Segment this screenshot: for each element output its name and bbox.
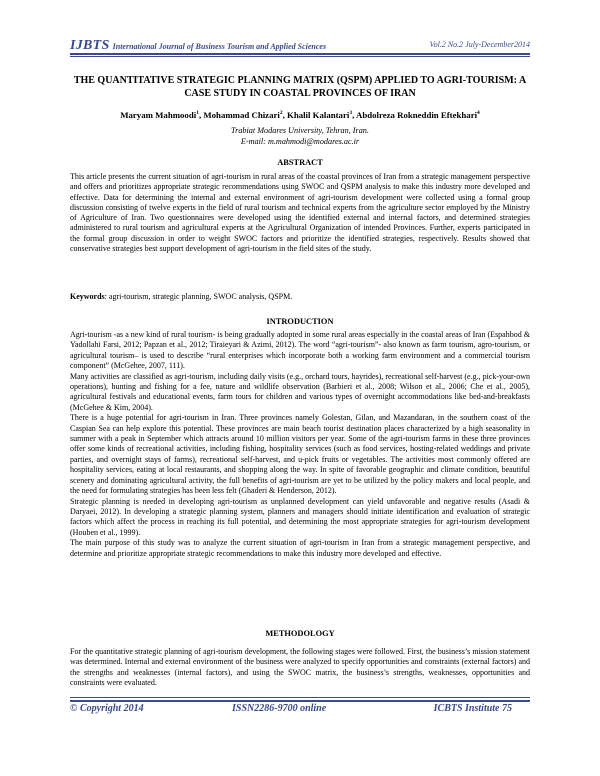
intro-paragraph-1: Agri-tourism -as a new kind of rural tourism- is being gradually adopted in some rural areas especially in the coastal areas of Iran (Espahbod & Yadollahi Farsi, 2012; Papzan et al., 2012; Tiraieyari & Azimi, 2012). The word “agri-tourism”- also known as farm tourism, agro-tourism, or agricultural tourism– is used to describe “rural enterprises which incorporate both a working farm environment and a commercial tourism component” (McGehee, 2007, 111).: [70, 330, 530, 371]
author-list: [70, 110, 530, 120]
intro-paragraph-4: Strategic planning is needed in developing agri-tourism as unplanned development can yield unfavorable and negative results (Asadi & Daryaei, 2012). In developing a strategic planning system, planners and managers should initiate identification and evaluation of strategic factors which affect the process in reaching its full potential, and determining the most appropriate strategies for agri-tourism development (Houben et al., 1999).: [70, 496, 530, 537]
method-paragraph-1: For the quantitative strategic planning of agri-tourism development, the following stages were followed. First, the business’s mission statement was determined. Internal and external environment of the business were analyzed to specify opportunities and constraints (external factors) and the strengths and weaknesses (internal factors), and using the SWOC matrix, the business’s strengths, weaknesses, opportunities and constraints were evaluated.: [70, 647, 530, 688]
journal-abbr: IJBTS: [70, 38, 110, 53]
affiliation: Trabiat Modares University, Tehran, Iran.: [231, 126, 369, 135]
copyright: © Copyright 2014: [70, 703, 144, 714]
email-address: E-mail: m.mahmodi@modares.ac.ir: [240, 137, 360, 146]
author-4: Abdolreza Rokneddin Eftekhari$^4$: [355, 110, 480, 120]
affiliation-block: [70, 125, 530, 147]
methodology-body: [70, 647, 530, 689]
paper-title: THE QUANTITATIVE STRATEGIC PLANNING MATRIX (QSPM) APPLIED TO AGRI-TOURISM: A CASE STUDY IN COASTAL PROVINCES OF IRAN: [73, 75, 527, 99]
abstract-heading: ABSTRACT: [277, 158, 323, 167]
methodology-heading: METHODOLOGY: [265, 629, 335, 638]
intro-paragraph-2: Many activities are classified as agri-tourism, including daily visits (e.g., orchard tours, hayrides), recreational self-harvest (e.g., pick-your-own operations), hunting and fishing for a fee, nature and wildlife observation (Barbieri et al., 2008; Wilson et al., 2006; Che et al., 2005), agricultural festivals and educational events, farm tours for children and various types of overnight accommodations like bed-and-breakfasts (McGehee & Kim, 2004).: [70, 371, 530, 412]
keywords: [70, 292, 530, 302]
intro-paragraph-5: The main purpose of this study was to analyze the current situation of agri-tourism in Iran from a strategic management perspective, and determine and prioritize appropriate strategic recommendations to make this industry more developed and effective.: [70, 538, 530, 558]
journal-full-name: International Journal of Business Tourism and Applied Sciences: [112, 42, 327, 51]
issn: ISSN2286-9700 online: [232, 703, 327, 714]
author-1: Maryam Mahmoodi$^1$,: [120, 110, 204, 120]
running-header: [70, 36, 530, 52]
institute-page-number: ICBTS Institute 75: [433, 703, 512, 714]
author-2: Mohammad Chizari$^2$,: [203, 110, 287, 120]
header-rule-thin: [70, 56, 530, 57]
volume-info: Vol.2 No.2 July-December2014: [429, 40, 530, 49]
keywords-list: : agri-tourism, strategic planning, SWOC analysis, QSPM.: [104, 292, 293, 301]
header-rule: [70, 53, 530, 55]
footer-rule: [70, 700, 530, 702]
introduction-body: [70, 330, 530, 559]
footer-rule-thin: [70, 697, 530, 698]
abstract-text: This article presents the current situation of agri-tourism in rural areas of the coastal provinces of Iran from a strategic management perspective and offers and prioritizes appropriate strategic recommendations using SWOC and QSPM analysis to make this industry more developed and effective. Data for determining the internal and external environment of agri-tourism development were collected using a formal group discussion consisting of twelve experts in the field of rural tourism and technical experts from the agriculture sector employed by the Ministry of Agriculture of Iran. Two questionnaires were developed using the identified external and internal factors, and determined strategies administered to rural tourism and agricultural experts at the Agricultural Organization of intended Provinces. Further, experts participated in the formal group discussion in order to weight SWOC factors and prioritize the identified strategies, respectively. Results showed that conservative strategies best support development of agri-tourism in the field sites of the study.: [70, 172, 530, 254]
keywords-label: Keywords: [70, 292, 105, 301]
journal-name: [70, 36, 326, 54]
running-footer: [70, 703, 530, 717]
author-3: Khalil Kalantari$^3$,: [286, 110, 356, 120]
intro-paragraph-3: There is a huge potential for agri-tourism in Iran. Three provinces namely Golestan, Gilan, and Mazandaran, in the southern coast of the Caspian Sea can help explore this potential. These provinces are main beach tourist destination places characterized by a high seasonality in summer with a peak in September which attracts around 10 million visitors per year. Some of the agri-tourism farms in these three provinces offer some kinds of recreational activities, including fishing, hospitality services (such as food services, hosting-related weddings and private parties, and overnight stays of farms), recreational self-harvest, and u-pick fruits or vegetables. The activities most commonly offered are hospitality services, eating at local restaurants, and shopping along the way. In spite of favorable geographic and climate condition, beautiful scenery and dominating agricultural activity, the full benefits of agri-tourism are yet to be utilized by the policy makers and local people, and the need for formulating strategies has been less felt (Ghaderi & Henderson, 2012).: [70, 413, 530, 496]
introduction-heading: INTRODUCTION: [266, 317, 334, 326]
